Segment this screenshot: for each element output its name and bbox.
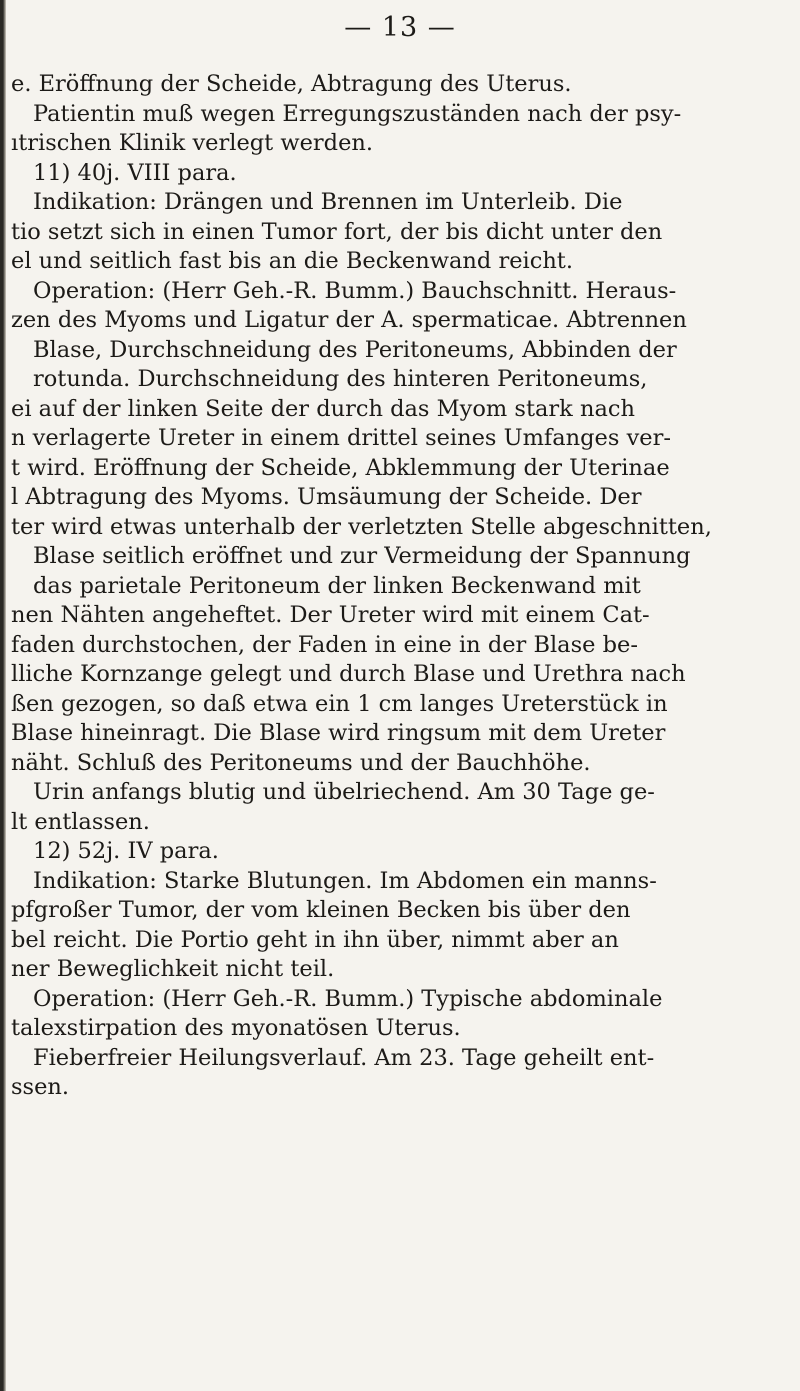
text-line: ıtrischen Klinik verlegt werden. <box>11 130 374 156</box>
text-line: ei auf der linken Seite der durch das Myom stark nach <box>11 395 635 422</box>
text-line: pfgroßer Tumor, der vom kleinen Becken bis über den <box>11 897 631 923</box>
text-line: ter wird etwas unterhalb der verletzten Stelle abgeschnitten, <box>11 513 712 540</box>
text-line: Indikation: Starke Blutungen. Im Abdomen ein manns- <box>33 867 657 894</box>
text-line: Blase hineinragt. Die Blase wird ringsum mit dem Ureter <box>11 720 666 746</box>
text-line: faden durchstochen, der Faden in eine in der Blase be- <box>11 631 638 658</box>
text-line: Patientin muß wegen Erregungszuständen nach der psy- <box>33 100 682 127</box>
text-line: das parietale Peritoneum der linken Beckenwand mit <box>33 572 641 599</box>
text-line: Indikation: Drängen und Brennen im Unterleib. Die <box>33 189 623 215</box>
text-line: rotunda. Durchschneidung des hinteren Peritoneums, <box>33 366 648 392</box>
text-line: el und seitlich fast bis an die Beckenwand reicht. <box>11 248 574 274</box>
text-line: Operation: (Herr Geh.-R. Bumm.) Typische abdominale <box>33 985 663 1012</box>
text-line: zen des Myoms und Ligatur der A. spermaticae. Abtrennen <box>11 307 687 333</box>
text-line: ßen gezogen, so daß etwa ein 1 cm langes Ureterstück in <box>11 690 668 717</box>
text-line: t wird. Eröffnung der Scheide, Abklemmung der Uterinae <box>11 454 670 481</box>
text-line: bel reicht. Die Portio geht in ihn über, nimmt aber an <box>11 926 619 953</box>
text-line: ner Beweglichkeit nicht teil. <box>11 956 335 982</box>
text-line: ssen. <box>11 1074 70 1100</box>
text-line: e. Eröffnung der Scheide, Abtragung des Uterus. <box>11 71 572 97</box>
text-line: lliche Kornzange gelegt und durch Blase und Urethra nach <box>11 661 686 687</box>
page-number: — 13 — <box>344 12 456 43</box>
text-line: n verlagerte Ureter in einem drittel seines Umfanges ver- <box>11 425 671 451</box>
text-line: Urin anfangs blutig und übelriechend. Am 30 Tage ge- <box>33 779 655 805</box>
text-line: talexstirpation des myonatösen Uterus. <box>11 1015 461 1041</box>
text-line: Operation: (Herr Geh.-R. Bumm.) Bauchschnitt. Heraus- <box>33 277 677 304</box>
text-line: 12) 52j. IV para. <box>33 838 219 864</box>
text-line: tio setzt sich in einen Tumor fort, der bis dicht unter den <box>11 218 663 245</box>
text-line: l Abtragung des Myoms. Umsäumung der Scheide. Der <box>11 484 642 510</box>
text-line: Fieberfreier Heilungsverlauf. Am 23. Tage geheilt ent- <box>33 1044 655 1071</box>
text-line: Blase, Durchschneidung des Peritoneums, Abbinden der <box>33 336 677 363</box>
text-line: näht. Schluß des Peritoneums und der Bauchhöhe. <box>11 749 591 776</box>
text-line: lt entlassen. <box>11 808 150 835</box>
book-gutter-edge <box>0 0 6 1391</box>
text-line: 11) 40j. VIII para. <box>33 159 237 186</box>
text-line: nen Nähten angeheftet. Der Ureter wird mit einem Cat- <box>11 602 650 628</box>
text-line: Blase seitlich eröffnet und zur Vermeidung der Spannung <box>33 543 691 569</box>
page-body-text <box>11 70 796 1103</box>
